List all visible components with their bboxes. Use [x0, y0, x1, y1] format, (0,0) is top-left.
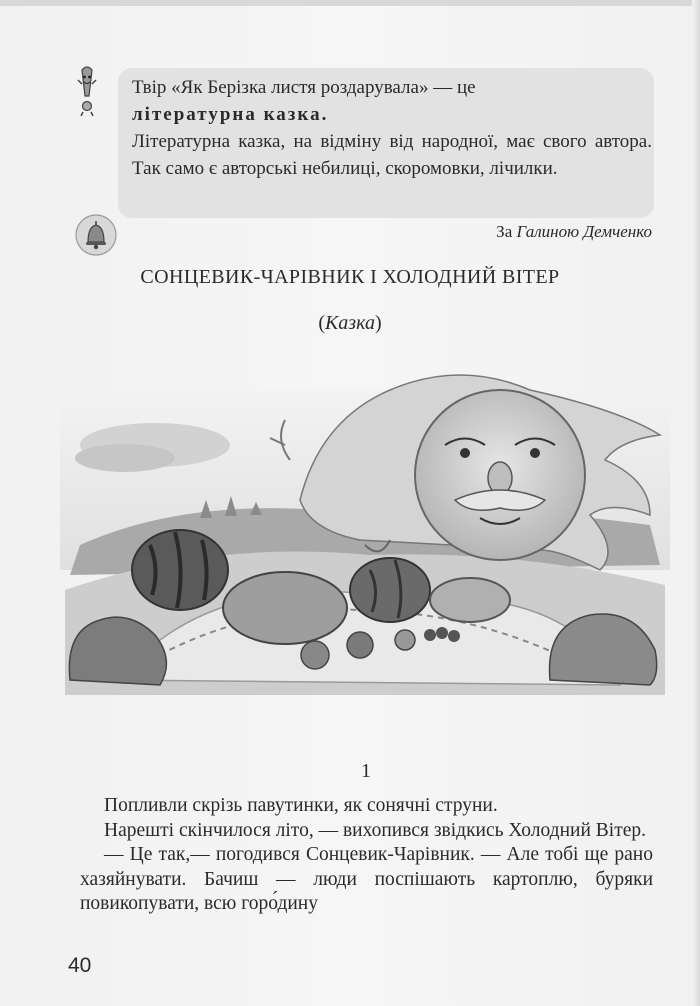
- note-line: [132, 74, 652, 128]
- exclamation-pencil-icon: [72, 64, 102, 116]
- author-prefix: За: [496, 222, 513, 241]
- subtitle-close-paren: ): [374, 312, 382, 334]
- story-subtitle: [0, 312, 700, 335]
- story-title: СОНЦЕВИК-ЧАРІВНИК І ХОЛОДНИЙ ВІТЕР: [140, 266, 560, 288]
- sun-wizard-illustration: [60, 350, 670, 695]
- page-top-edge: [0, 0, 700, 6]
- definition-note: [132, 74, 652, 182]
- subtitle-open-paren: (: [318, 312, 326, 334]
- paragraph: Нарешті скінчилося літо, — вихопився звідкись Холодний Вітер.: [104, 819, 646, 841]
- page-binding-edge: [692, 0, 700, 1006]
- author-attribution: [496, 222, 652, 242]
- author-name: Галиною Демченко: [516, 222, 652, 241]
- page-number: 40: [68, 954, 92, 977]
- story-body: [80, 794, 653, 917]
- paragraph: — Це так,— погодився Сонцевик-Чарівник. — Але тобі ще рано хазяйнувати. Бачиш — люди поспішають картоплю, буряки повикопувати, всю горо́дину: [80, 844, 653, 914]
- bell-icon: [74, 213, 118, 257]
- subtitle-genre: Казка: [325, 312, 375, 334]
- paragraph: Попливли скрізь павутинки, як сонячні струни.: [104, 795, 498, 816]
- note-definition: Літературна казка, на відміну від народної, має свого автора. Так само є авторські небилиці, скоромовки, лічилки.: [132, 131, 652, 179]
- note-term: літературна казка.: [132, 104, 329, 125]
- chapter-number: 1: [361, 760, 371, 782]
- note-intro: Твір «Як Берізка листя роздарувала» — це: [132, 77, 476, 98]
